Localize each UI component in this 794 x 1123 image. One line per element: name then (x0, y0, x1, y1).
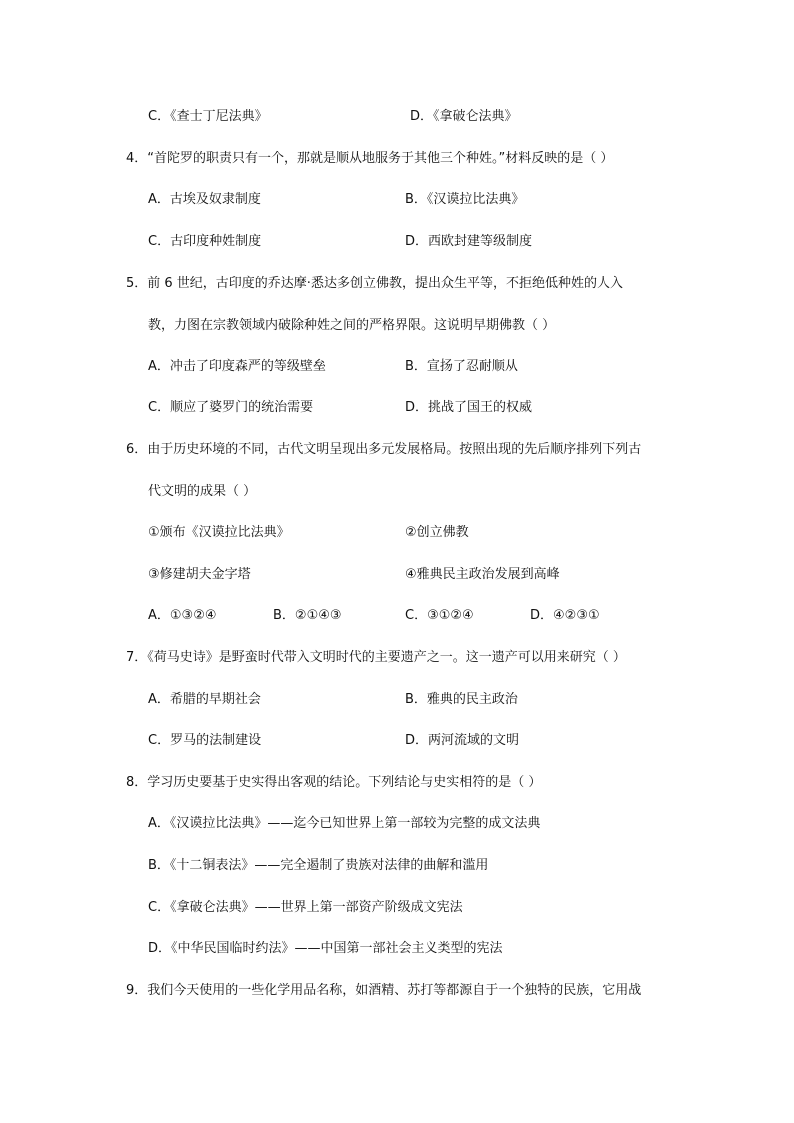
q7-option-b: B．雅典的民主政治 (405, 692, 518, 707)
q8-stem: 8．学习历史要基于史实得出客观的结论。下列结论与史实相符的是（ ） (126, 775, 542, 790)
q4-option-a: A．古埃及奴隶制度 (148, 192, 261, 207)
q5-option-d: D．挑战了国王的权威 (405, 400, 533, 415)
q6-item-1: ①颁布《汉谟拉比法典》 (148, 525, 290, 540)
q3-option-d: D．《拿破仑法典》 (410, 109, 518, 124)
q8-option-a: A．《汉谟拉比法典》——迄今已知世界上第一部较为完整的成文法典 (148, 816, 541, 831)
q7-option-a: A．希腊的早期社会 (148, 692, 261, 707)
q6-item-2: ②创立佛教 (405, 525, 469, 540)
q6-option-a: A．①③②④ (148, 608, 217, 623)
q4-option-c: C．古印度种姓制度 (148, 234, 262, 249)
q5-option-a: A．冲击了印度森严的等级壁垒 (148, 359, 326, 374)
q8-option-c: C．《拿破仑法典》——世界上第一部资产阶级成文宪法 (148, 900, 463, 915)
q6-stem-line1: 6．由于历史环境的不同，古代文明呈现出多元发展格局。按照出现的先后顺序排列下列古 (126, 442, 642, 457)
q3-option-c: C．《查士丁尼法典》 (148, 109, 268, 124)
q8-option-b: B．《十二铜表法》——完全遏制了贵族对法律的曲解和滥用 (148, 858, 489, 873)
q5-stem-line1: 5．前 6 世纪，古印度的乔达摩·悉达多创立佛教，提出众生平等，不拒绝低种姓的人入 (126, 276, 623, 291)
q5-option-b: B．宣扬了忍耐顺从 (405, 359, 518, 374)
q5-stem-line2: 教，力图在宗教领域内破除种姓之间的严格界限。这说明早期佛教（ ） (148, 318, 556, 333)
q5-option-c: C．顺应了婆罗门的统治需要 (148, 400, 314, 415)
q8-option-d: D．《中华民国临时约法》——中国第一部社会主义类型的宪法 (148, 941, 503, 956)
q6-option-d: D．④②③① (530, 608, 600, 623)
q7-stem: 7．《荷马史诗》是野蛮时代带入文明时代的主要遗产之一。这一遗产可以用来研究（ ） (126, 650, 626, 665)
q7-option-d: D．两河流域的文明 (405, 733, 520, 748)
q4-option-b: B．《汉谟拉比法典》 (405, 192, 525, 207)
q6-item-3: ③修建胡夫金字塔 (148, 567, 251, 582)
q4-stem: 4．“首陀罗的职责只有一个，那就是顺从地服务于其他三个种姓。”材料反映的是（ ） (126, 151, 614, 166)
q6-item-4: ④雅典民主政治发展到高峰 (405, 567, 560, 582)
q9-stem: 9．我们今天使用的一些化学用品名称，如酒精、苏打等都源自于一个独特的民族，它用战 (126, 983, 642, 998)
q6-stem-line2: 代文明的成果（ ） (148, 484, 257, 499)
q7-option-c: C．罗马的法制建设 (148, 733, 262, 748)
q6-option-c: C．③①②④ (405, 608, 474, 623)
q6-option-b: B．②①④③ (273, 608, 342, 623)
q4-option-d: D．西欧封建等级制度 (405, 234, 533, 249)
